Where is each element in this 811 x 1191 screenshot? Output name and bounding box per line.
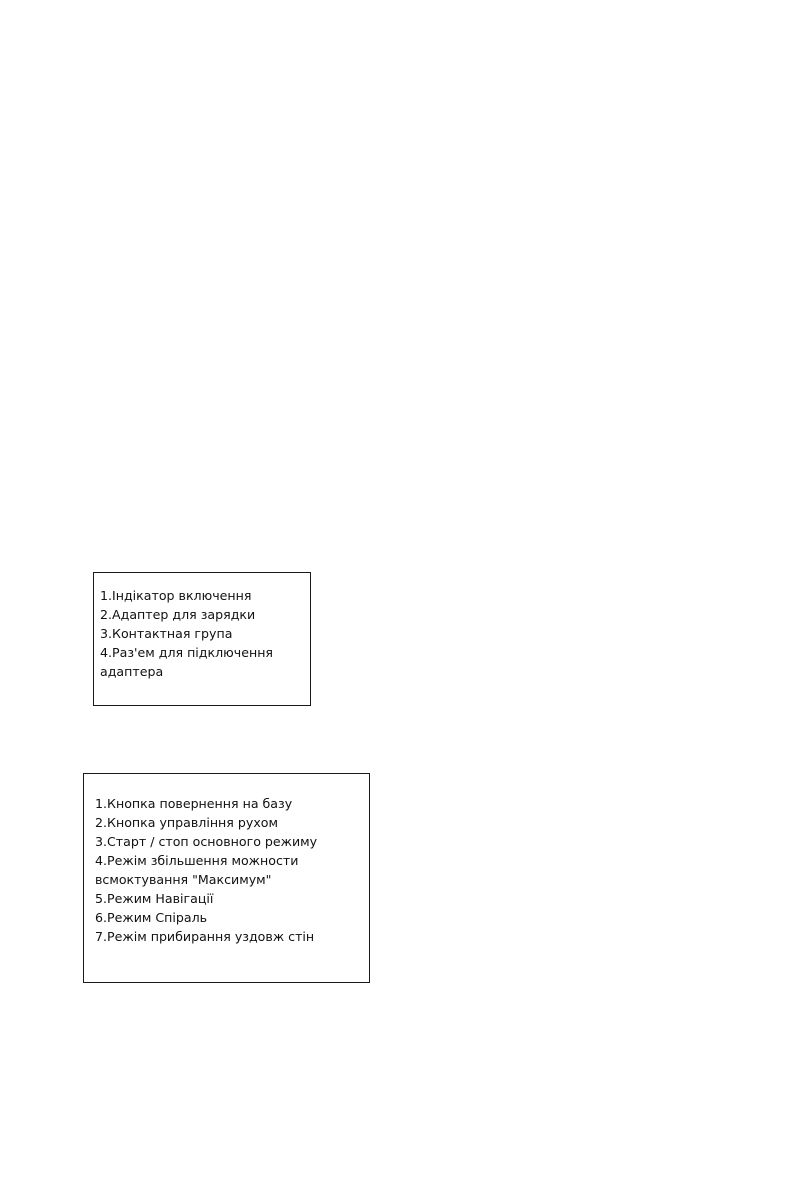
legend-item-wall-cleaning-mode: 7.Режім прибирання уздовж стін (95, 929, 315, 944)
base-station-legend-box (93, 572, 311, 706)
legend-item-movement-control: 2.Кнопка управління рухом (95, 815, 278, 830)
legend-item-adapter-connector-cont: адаптера (100, 664, 164, 679)
legend-item-start-stop: 3.Старт / стоп основного режиму (95, 834, 318, 849)
legend-item-max-suction-cont: всмоктування "Максимум" (95, 872, 272, 887)
legend-item-charging-adapter: 2.Адаптер для зарядки (100, 607, 256, 622)
legend-item-return-to-base: 1.Кнопка повернення на базу (95, 796, 293, 811)
legend-item-adapter-connector: 4.Раз'ем для підключення (100, 645, 274, 660)
legend-item-contact-group: 3.Контактная група (100, 626, 233, 641)
control-panel-legend-box (83, 773, 370, 983)
legend-item-power-indicator: 1.Індікатор включення (100, 588, 252, 603)
legend-item-max-suction: 4.Режім збільшення можности (95, 853, 299, 868)
legend-item-navigation-mode: 5.Режим Навігації (95, 891, 214, 906)
legend-item-spiral-mode: 6.Режим Спіраль (95, 910, 208, 925)
